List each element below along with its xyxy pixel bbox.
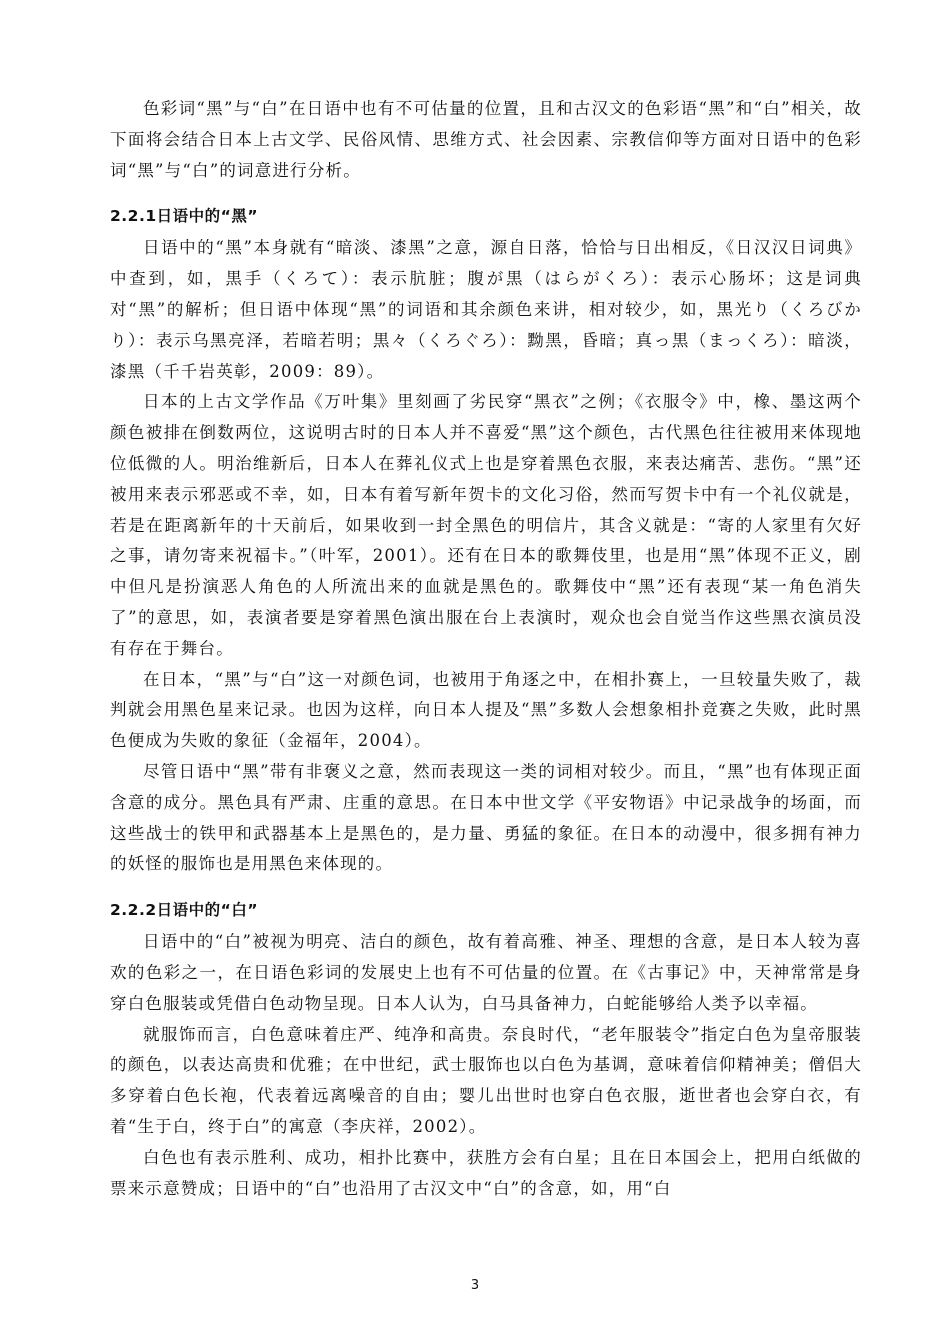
black-paragraph-1: 日语中的“黑”本身就有“暗淡、漆黑”之意，源自日落，恰恰与日出相反，《日汉汉日词典》中查到，如，黒手（くろて）：表示肮脏；腹が黒（はらがくろ）：表示心肠坏；这是词典对“黑”的解析；但日语中体现“黑”的词语和其余颜色来讲，相对较少，如，黒光り（くろびかり）：表示乌黑亮泽，若暗若明；黒々（くろぐろ）：黝黑，昏暗；真っ黒（まっくろ）：暗淡，漆黑（千千岩英彰，2009：89）。: [110, 238, 862, 381]
document-body: [110, 94, 862, 1204]
section-heading-black: 2.2.1日语中的“黑”: [110, 207, 259, 226]
intro-paragraph: 色彩词“黑”与“白”在日语中也有不可估量的位置，且和古汉文的色彩语“黑”和“白”相关，故下面将会结合日本上古文学、民俗风情、思维方式、社会因素、宗教信仰等方面对日语中的色彩词“黑”与“白”的词意进行分析。: [110, 99, 862, 180]
white-paragraph-2: 就服饰而言，白色意味着庄严、纯净和高贵。奈良时代，“老年服装令”指定白色为皇帝服装的颜色，以表达高贵和优雅；在中世纪，武士服饰也以白色为基调，意味着信仰精神美；僧侣大多穿着白色长袍，代表着远离噪音的自由；婴儿出世时也穿白色衣服，逝世者也会穿白衣，有着“生于白，终于白”的寓意（李庆祥，2002）。: [110, 1024, 862, 1136]
black-paragraph-2: 日本的上古文学作品《万叶集》里刻画了劣民穿“黑衣”之例；《衣服令》中，橡、墨这两个颜色被排在倒数两位，这说明古时的日本人并不喜爱“黑”这个颜色，古代黑色往往被用来体现地位低微的人。明治维新后，日本人在葬礼仪式上也是穿着黑色衣服，来表达痛苦、悲伤。“黑”还被用来表示邪恶或不幸，如，日本有着写新年贺卡的文化习俗，然而写贺卡中有一个礼仪就是，若是在距离新年的十天前后，如果收到一封全黑色的明信片，其含义就是：“寄的人家里有欠好之事，请勿寄来祝福卡。”（叶军，2001）。还有在日本的歌舞伎里，也是用“黑”体现不正义，剧中但凡是扮演恶人角色的人所流出来的血就是黑色的。歌舞伎中“黑”还有表现“某一角色消失了”的意思，如，表演者要是穿着黑色演出服在台上表演时，观众也会自觉当作这些黑衣演员没有存在于舞台。: [110, 392, 862, 658]
black-paragraph-3: 在日本，“黑”与“白”这一对颜色词，也被用于角逐之中，在相扑赛上，一旦较量失败了，裁判就会用黑色星来记录。也因为这样，向日本人提及“黑”多数人会想象相扑竞赛之失败，此时黑色便成为失败的象征（金福年，2004）。: [110, 669, 862, 751]
white-paragraph-3: 白色也有表示胜利、成功，相扑比赛中，获胜方会有白星；且在日本国会上，把用白纸做的票来示意赞成；日语中的“白”也沿用了古汉文中“白”的含意，如，用“白: [110, 1147, 862, 1198]
white-paragraph-1: 日语中的“白”被视为明亮、洁白的颜色，故有着高雅、神圣、理想的含意，是日本人较为喜欢的色彩之一，在日语色彩词的发展史上也有不可估量的位置。在《古事记》中，天神常常是身穿白色服装或凭借白色动物呈现。日本人认为，白马具备神力，白蛇能够给人类予以幸福。: [110, 932, 862, 1013]
page-number: 3: [470, 1278, 480, 1293]
section-heading-white: 2.2.2日语中的“白”: [110, 901, 259, 920]
black-paragraph-4: 尽管日语中“黑”带有非褒义之意，然而表现这一类的词相对较少。而且，“黑”也有体现正面含意的成分。黑色具有严肃、庄重的意思。在日本中世文学《平安物语》中记录战争的场面，而这些战士的铁甲和武器基本上是黑色的，是力量、勇猛的象征。在日本的动漫中，很多拥有神力的妖怪的服饰也是用黑色来体现的。: [110, 761, 862, 874]
